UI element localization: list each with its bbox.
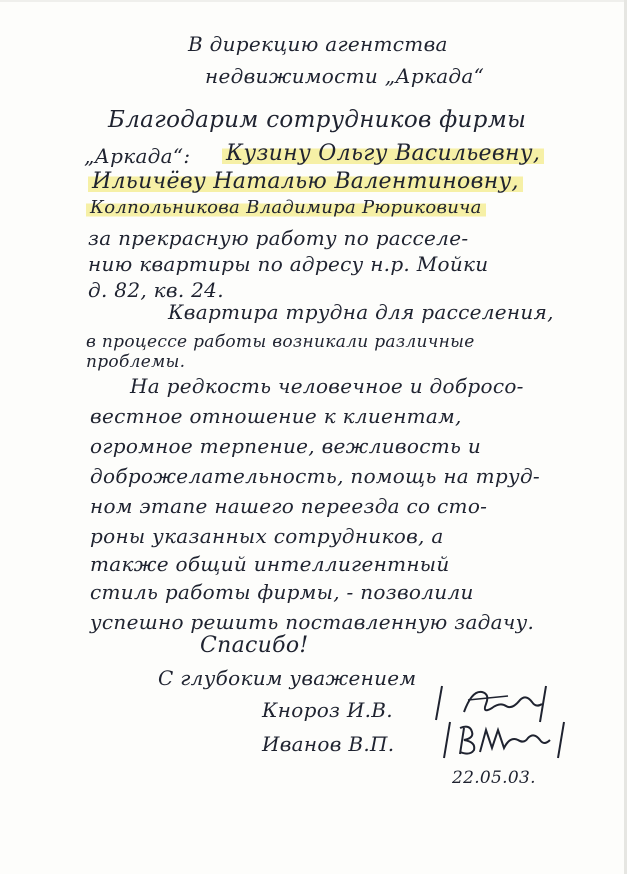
body-line-15: доброжелательность, помощь на труд- (90, 464, 540, 488)
body-line-1: Благодарим сотрудников фирмы (108, 107, 527, 133)
employee-name-1 (222, 142, 544, 166)
body-line-16: ном этапе нашего переезда со сто- (90, 494, 488, 518)
body-line-7: нию квартиры по адресу н.р. Мойки (88, 252, 489, 276)
body-line-12: На редкость человечное и добросо- (130, 374, 524, 398)
body-line-20: успешно решить поставленную задачу. (90, 610, 535, 634)
header-line-2: недвижимости „Аркада“ (205, 64, 485, 88)
highlight-name-1: Кузину Ольгу Васильевну, (222, 141, 544, 166)
header-line-1: В дирекцию агентства (188, 32, 448, 56)
body-line-17: роны указанных сотрудников, а (90, 524, 444, 548)
body-line-19: стиль работы фирмы, - позволили (90, 580, 474, 604)
body-line-8: д. 82, кв. 24. (88, 278, 224, 302)
thanks-line: Спасибо! (200, 633, 309, 658)
body-line-11: проблемы. (86, 352, 186, 372)
highlight-name-3: Колпольникова Владимира Рюриковича (86, 197, 486, 218)
regards-line: С глубоким уважением (158, 666, 417, 690)
highlight-name-2: Ильичёву Наталью Валентиновну, (88, 169, 523, 194)
date-line: 22.05.03. (452, 768, 536, 788)
employee-name-2 (88, 170, 523, 194)
signer-2-name: Иванов В.П. (262, 732, 395, 756)
employee-name-3 (86, 196, 486, 220)
signer-1-name: Кнороз И.В. (262, 698, 393, 722)
body-line-6: за прекрасную работу по расселе- (88, 226, 469, 250)
body-line-10: в процессе работы возникали различные (86, 332, 475, 352)
signature-2 (430, 718, 580, 762)
body-line-18: также общий интеллигентный (90, 552, 450, 576)
body-line-2: „Аркада“: (84, 144, 191, 168)
body-line-13: вестное отношение к клиентам, (90, 404, 462, 428)
body-line-14: огромное терпение, вежливость и (90, 434, 482, 458)
scan-top-edge (0, 0, 627, 2)
body-line-9: Квартира трудна для расселения, (168, 300, 554, 324)
